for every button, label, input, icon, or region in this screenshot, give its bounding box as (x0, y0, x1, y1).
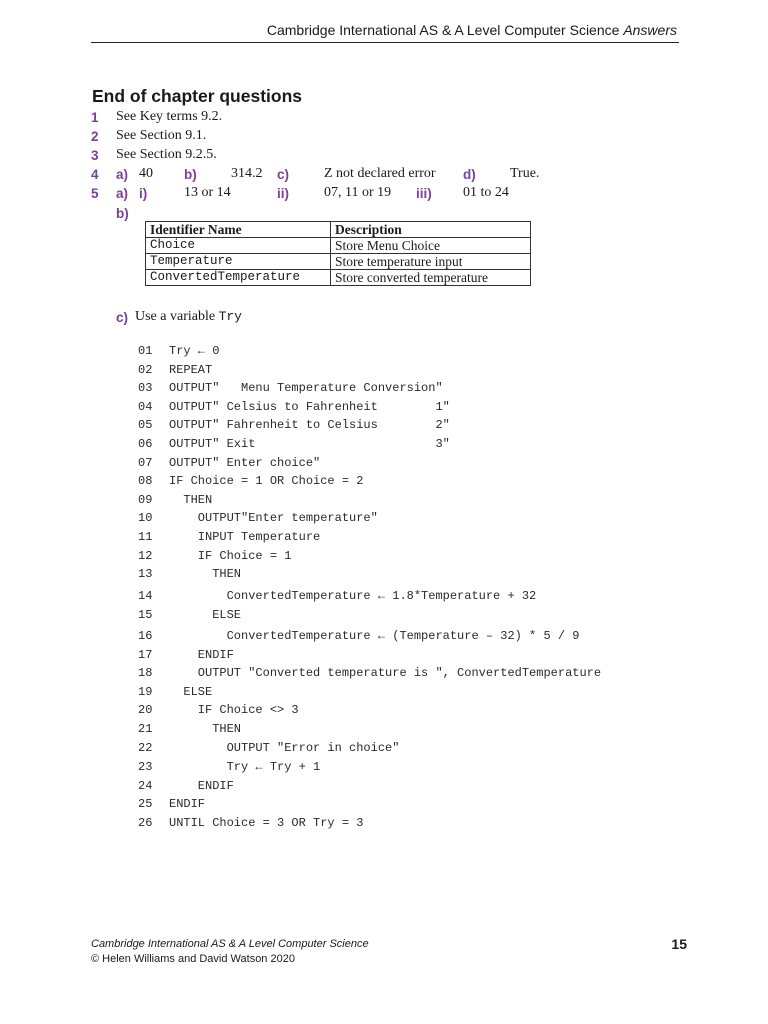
code-text: OUTPUT" Fahrenheit to Celsius 2" (169, 418, 450, 433)
line-number: 03 (138, 381, 153, 396)
line-number: 13 (138, 567, 153, 582)
description-cell: Store Menu Choice (331, 238, 531, 254)
line-number: 02 (138, 362, 153, 377)
line-number: 26 (138, 815, 153, 830)
line-number: 10 (138, 511, 153, 526)
line-number: 16 (138, 629, 153, 643)
part-c-instruction: Use a variable (135, 309, 219, 324)
code-text: OUTPUT" Exit 3" (169, 437, 450, 451)
table-row (146, 238, 531, 254)
answer-text: See Key terms 9.2. (116, 109, 223, 124)
identifier-name-cell: Temperature (146, 254, 331, 270)
code-text: OUTPUT "Error in choice" (169, 740, 400, 755)
line-number: 04 (138, 399, 153, 414)
code-text: IF Choice <> 3 (169, 703, 299, 718)
variable-name: Try (218, 309, 242, 324)
subpart-iii-label: iii) (416, 186, 432, 201)
part-b-answer: 314.2 (231, 166, 263, 181)
question-number: 5 (91, 186, 99, 201)
line-number: 15 (138, 607, 153, 622)
part-b-label: b) (116, 206, 129, 221)
code-text: Try ← Try + 1 (169, 760, 321, 774)
code-text: ConvertedTemperature ← 1.8*Temperature + 32 (169, 589, 537, 603)
code-text: OUTPUT" Celsius to Fahrenheit 1" (169, 399, 450, 414)
identifier-name-cell: ConvertedTemperature (146, 270, 331, 286)
footer-book-title: Cambridge International AS & A Level Computer Science (91, 938, 369, 950)
line-number: 07 (138, 455, 153, 470)
code-text: REPEAT (169, 362, 213, 377)
line-number: 18 (138, 666, 153, 681)
code-text: ENDIF (169, 797, 206, 812)
footer-copyright: © Helen Williams and David Watson 2020 (91, 953, 295, 965)
code-text: OUTPUT" Enter choice" (169, 455, 321, 470)
code-text: INPUT Temperature (169, 530, 321, 544)
code-text: ENDIF (169, 778, 234, 793)
line-number: 21 (138, 722, 153, 736)
section-heading: End of chapter questions (92, 86, 303, 106)
question-number: 3 (91, 148, 99, 163)
answer-text: See Section 9.2.5. (116, 147, 217, 162)
code-text: OUTPUT" Menu Temperature Conversion" (169, 381, 443, 396)
subpart-i-answer: 13 or 14 (184, 185, 231, 200)
part-d-label: d) (463, 167, 476, 182)
header-divider (91, 42, 679, 43)
page-number: 15 (671, 936, 687, 952)
line-number: 23 (138, 760, 153, 774)
part-b-label: b) (184, 167, 197, 182)
answer-text: See Section 9.1. (116, 128, 207, 143)
part-c-label: c) (277, 167, 290, 182)
code-text: ELSE (169, 607, 242, 622)
identifier-table (145, 221, 531, 286)
line-number: 14 (138, 589, 153, 603)
code-text: THEN (169, 722, 242, 736)
column-header: Identifier Name (146, 222, 331, 238)
question-number: 1 (91, 110, 99, 125)
code-text: OUTPUT"Enter temperature" (169, 511, 378, 526)
line-number: 01 (138, 344, 153, 358)
code-text: THEN (169, 567, 242, 582)
running-header (267, 22, 677, 38)
question-number: 4 (91, 167, 99, 182)
code-text: IF Choice = 1 (169, 548, 292, 563)
line-number: 20 (138, 703, 153, 718)
line-number: 12 (138, 548, 153, 563)
line-number: 22 (138, 740, 153, 755)
line-number: 11 (138, 530, 153, 544)
subpart-iii-answer: 01 to 24 (463, 185, 509, 200)
part-a-label: a) (116, 186, 129, 201)
question-number: 2 (91, 129, 99, 144)
code-text: ELSE (169, 684, 213, 699)
code-text: UNTIL Choice = 3 OR Try = 3 (169, 815, 364, 830)
line-number: 24 (138, 778, 153, 793)
subpart-ii-label: ii) (277, 186, 289, 201)
description-cell: Store converted temperature (331, 270, 531, 286)
identifier-name-cell: Choice (146, 238, 331, 254)
part-c-answer: Z not declared error (324, 166, 436, 181)
code-text: THEN (169, 492, 213, 507)
code-text: ConvertedTemperature ← (Temperature – 32) * 5 / 9 (169, 629, 580, 643)
line-number: 05 (138, 418, 153, 433)
description-cell: Store temperature input (331, 254, 531, 270)
line-number: 08 (138, 474, 153, 489)
line-number: 25 (138, 797, 153, 812)
line-number: 06 (138, 437, 153, 451)
part-c-label: c) (116, 310, 129, 325)
code-text: IF Choice = 1 OR Choice = 2 (169, 474, 364, 489)
code-text: OUTPUT "Converted temperature is ", ConvertedTemperature (169, 666, 602, 681)
running-header-subtitle: Answers (623, 22, 677, 38)
part-d-answer: True. (510, 166, 540, 181)
table-row (146, 270, 531, 286)
code-text: ENDIF (169, 647, 234, 662)
part-a-answer: 40 (139, 166, 153, 181)
subpart-ii-answer: 07, 11 or 19 (324, 185, 392, 200)
table-row (146, 254, 531, 270)
part-c-text (135, 309, 242, 325)
line-number: 09 (138, 492, 153, 507)
table-header-row (146, 222, 531, 238)
line-number: 17 (138, 647, 153, 662)
part-a-label: a) (116, 167, 129, 182)
line-number: 19 (138, 684, 153, 699)
subpart-i-label: i) (139, 186, 148, 201)
column-header: Description (331, 222, 531, 238)
code-text: Try ← 0 (169, 344, 220, 358)
running-header-title: Cambridge International AS & A Level Computer Science (266, 22, 624, 38)
